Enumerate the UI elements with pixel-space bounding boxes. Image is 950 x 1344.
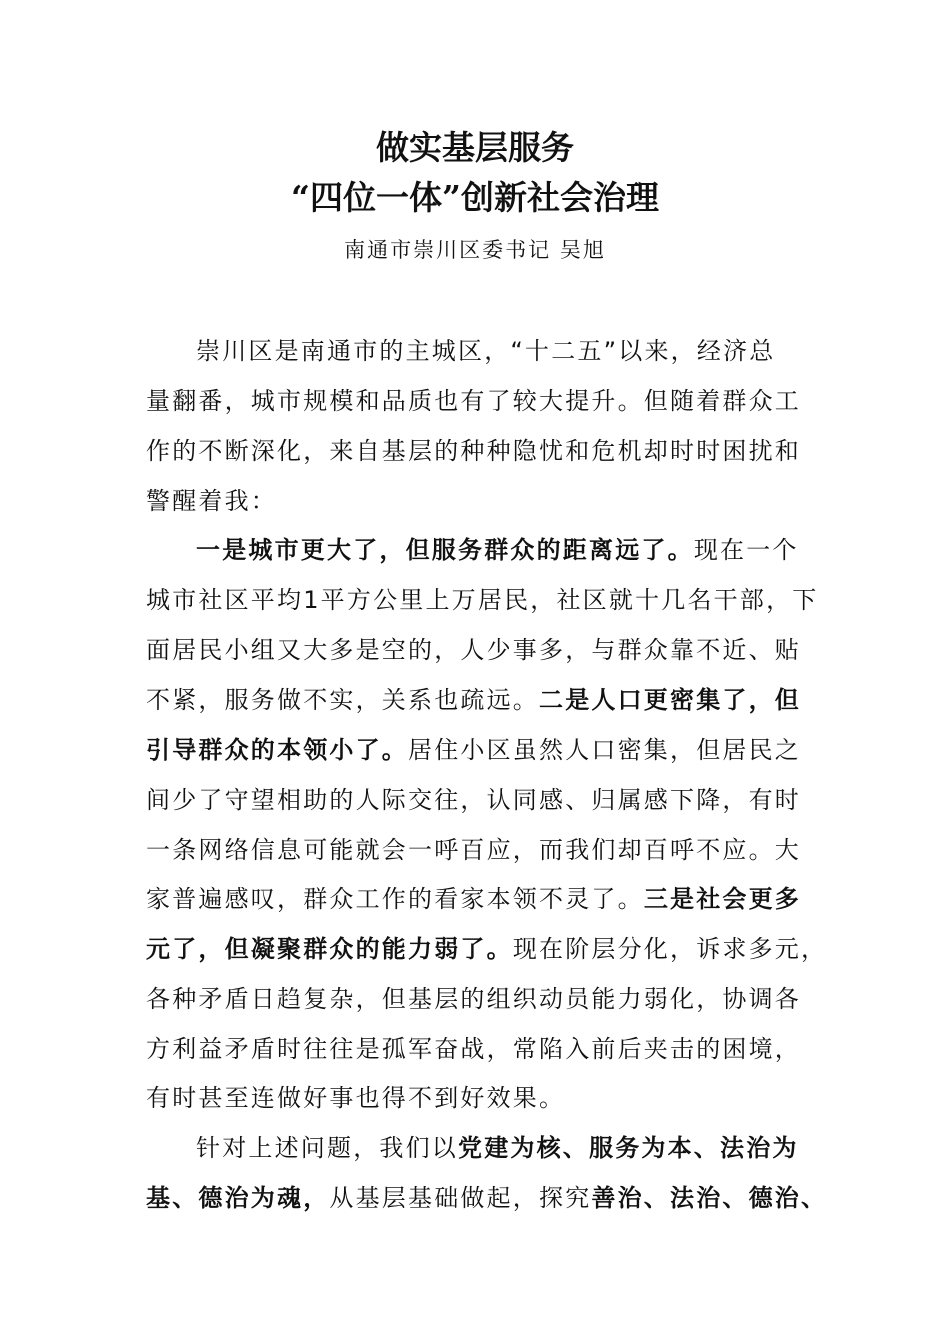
emphasis-point-two-a: 二是人口更密集了，但 xyxy=(539,686,801,714)
document-title-line-2: “四位一体”创新社会治理 xyxy=(291,178,659,217)
paragraph-2-line-5 xyxy=(146,733,801,767)
paragraph-2-line-1-text: 现在一个 xyxy=(693,536,799,564)
paragraph-3-line-1 xyxy=(196,1131,799,1165)
emphasis-core-principles-a: 党建为核、服务为本、法治为 xyxy=(458,1134,799,1162)
paragraph-1-line-1: 崇川区是南通市的主城区，“十二五”以来，经济总 xyxy=(196,337,776,365)
paragraph-2-line-5-text: 居住小区虽然人口密集，但居民之 xyxy=(408,736,801,764)
paragraph-2-line-8 xyxy=(146,882,801,916)
document-author: 南通市崇川区委书记 吴旭 xyxy=(344,238,606,262)
emphasis-point-one: 一是城市更大了，但服务群众的距离远了。 xyxy=(196,536,694,564)
emphasis-governance-types: 善治、法治、德治、 xyxy=(591,1184,828,1212)
emphasis-point-three-b: 元了，但凝聚群众的能力弱了。 xyxy=(146,935,513,963)
paragraph-3-line-2-text: 从基层基础做起，探究 xyxy=(329,1184,592,1212)
paragraph-2-line-6: 间少了守望相助的人际交往，认同感、归属感下降，有时 xyxy=(146,786,801,814)
paragraph-1-line-2: 量翻番，城市规模和品质也有了较大提升。但随着群众工 xyxy=(146,387,801,415)
paragraph-2-line-2: 城市社区平均1平方公里上万居民，社区就十几名干部，下 xyxy=(146,586,819,614)
paragraph-2-line-11: 方利益矛盾时往往是孤军奋战，常陷入前后夹击的困境， xyxy=(146,1035,801,1063)
paragraph-3-line-1-text: 针对上述问题，我们以 xyxy=(196,1134,458,1162)
paragraph-2-line-4-text: 不紧，服务做不实，关系也疏远。 xyxy=(146,686,539,714)
paragraph-2-line-4 xyxy=(146,683,801,717)
paragraph-2-line-8-text: 家普遍感叹，群众工作的看家本领不灵了。 xyxy=(146,885,644,913)
emphasis-core-principles-b: 基、德治为魂， xyxy=(146,1184,330,1212)
emphasis-point-three-a: 三是社会更多 xyxy=(643,885,802,913)
paragraph-3-line-2 xyxy=(146,1181,827,1215)
paragraph-2-line-7: 一条网络信息可能就会一呼百应，而我们却百呼不应。大 xyxy=(146,836,801,864)
paragraph-2-line-3: 面居民小组又大多是空的，人少事多，与群众靠不近、贴 xyxy=(146,636,801,664)
paragraph-2-line-1 xyxy=(196,533,799,567)
paragraph-1-line-3: 作的不断深化，来自基层的种种隐忧和危机却时时困扰和 xyxy=(146,437,801,465)
paragraph-2-line-9 xyxy=(146,932,827,966)
paragraph-1-line-4: 警醒着我： xyxy=(146,487,277,515)
emphasis-point-two-b: 引导群众的本领小了。 xyxy=(146,736,408,764)
paragraph-2-line-12: 有时甚至连做好事也得不到好效果。 xyxy=(146,1084,566,1112)
paragraph-2-line-9-text: 现在阶层分化，诉求多元， xyxy=(512,935,828,963)
document-title-line-1: 做实基层服务 xyxy=(376,128,574,167)
paragraph-2-line-10: 各种矛盾日趋复杂，但基层的组织动员能力弱化，协调各 xyxy=(146,985,801,1013)
